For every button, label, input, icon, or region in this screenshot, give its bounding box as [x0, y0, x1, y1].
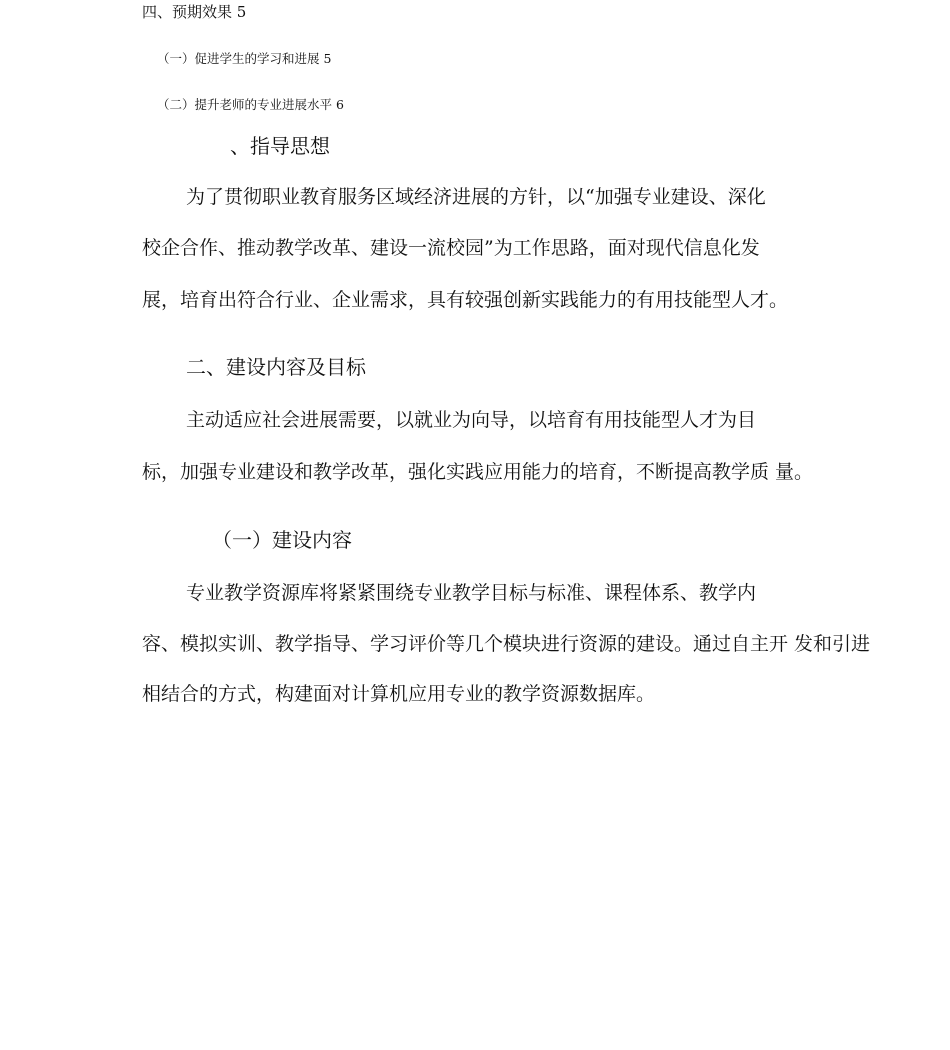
paragraph-line: 容、模拟实训、教学指导、学习评价等几个模块进行资源的建设。通过自主开 发和引进 — [142, 633, 871, 655]
section-heading-guiding-ideology: 、指导思想 — [230, 134, 330, 158]
paragraph-line: 校企合作、推动教学改革、建设一流校园”为工作思路，面对现代信息化发 — [142, 237, 760, 259]
toc-item-student-learning[interactable]: （一）促进学生的学习和进展 5 — [157, 51, 332, 66]
section-heading-content-goals: 二、建设内容及目标 — [186, 355, 366, 379]
paragraph-line: 相结合的方式，构建面对计算机应用专业的教学资源数据库。 — [142, 683, 656, 705]
paragraph-line: 主动适应社会进展需要，以就业为向导，以培育有用技能型人才为目 — [186, 409, 757, 431]
paragraph-line: 为了贯彻职业教育服务区域经济进展的方针，以“加强专业建设、深化 — [186, 186, 766, 208]
toc-item-teacher-development[interactable]: （二）提升老师的专业进展水平 6 — [157, 97, 344, 112]
toc-item-expected-effects[interactable]: 四、预期效果 5 — [142, 3, 247, 21]
paragraph-line: 展，培育出符合行业、企业需求，具有较强创新实践能力的有用技能型人才。 — [142, 289, 789, 311]
paragraph-line: 专业教学资源库将紧紧围绕专业教学目标与标准、课程体系、教学内 — [186, 582, 757, 604]
subsection-heading-construction-content: （一）建设内容 — [212, 528, 352, 552]
paragraph-line: 标，加强专业建设和教学改革，强化实践应用能力的培育，不断提高教学质 量。 — [142, 461, 814, 483]
